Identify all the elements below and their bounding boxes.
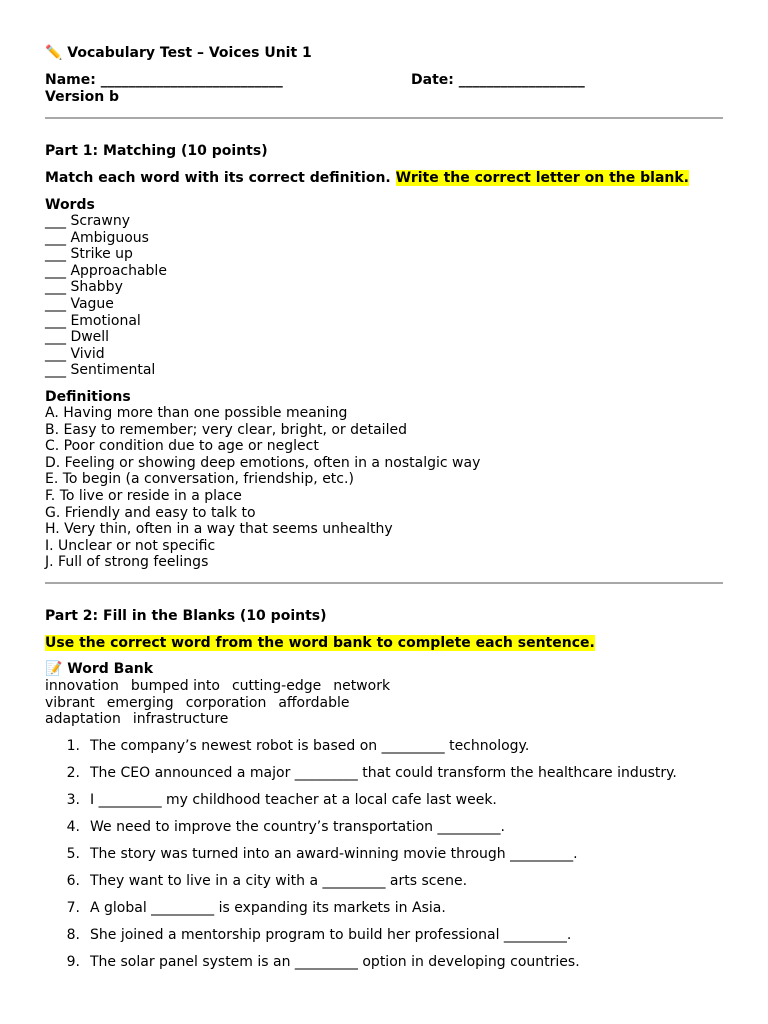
sentence-text: They want to live in a city with a _________ arts scene. [90,873,468,889]
definition-item: F. To live or reside in a place [45,487,242,504]
word-bank-row [45,711,402,728]
sentence-item [45,765,723,792]
word-item: ___ Ambiguous [45,229,149,246]
definition-item: C. Poor condition due to age or neglect [45,438,319,455]
sentence-text: We need to improve the country’s transportation _________. [90,819,505,835]
part2-instruction [45,635,595,651]
part2-instruction-highlight: Use the correct word from the word bank to complete each sentence. [45,635,595,651]
word-bank-word: corporation [185,694,267,711]
word-bank-word: affordable [278,694,350,711]
sentence-number: 3. [66,792,80,808]
definition-item: D. Feeling or showing deep emotions, often in a nostalgic way [45,454,481,471]
word-bank-word: innovation [45,678,119,694]
date-field-label: Date: __________________ [411,72,585,88]
test-title: ✏️ Vocabulary Test – Voices Unit 1 [45,45,312,61]
word-bank-word: vibrant [45,694,95,711]
definition-item: G. Friendly and easy to talk to [45,504,256,521]
part1-heading: Part 1: Matching (10 points) [45,143,268,159]
word-item: ___ Sentimental [45,362,156,379]
words-heading: Words [45,197,95,213]
sentence-text: The solar panel system is an _________ option in developing countries. [90,954,580,970]
word-bank-word: bumped into [130,678,220,694]
definition-item: J. Full of strong feelings [45,554,209,571]
sentence-number: 7. [66,900,80,916]
sentence-number: 5. [66,846,80,862]
word-item: ___ Vivid [45,345,105,362]
word-item: ___ Vague [45,295,114,312]
sentence-item [45,738,723,765]
word-item: ___ Scrawny [45,213,130,229]
definition-item: H. Very thin, often in a way that seems unhealthy [45,521,393,538]
definition-item: A. Having more than one possible meaning [45,405,348,421]
word-item: ___ Shabby [45,279,123,296]
word-bank-word: emerging [106,694,174,711]
word-item: ___ Approachable [45,262,167,279]
sentence-number: 9. [66,954,80,970]
sentence-text: The story was turned into an award-winning movie through _________. [90,846,578,862]
sentence-text: A global _________ is expanding its markets in Asia. [90,900,446,916]
part2-heading: Part 2: Fill in the Blanks (10 points) [45,608,327,624]
definition-item: B. Easy to remember; very clear, bright, or detailed [45,421,407,438]
word-bank-word: adaptation [45,711,121,728]
sentence-number: 6. [66,873,80,889]
sentence-item [45,873,723,900]
sentence-number: 2. [66,765,80,781]
sentence-item [45,927,723,954]
sentence-item [45,819,723,846]
word-item: ___ Emotional [45,312,141,329]
sentence-number: 4. [66,819,80,835]
name-field-label: Name: __________________________ [45,72,283,88]
sentence-item [45,792,723,819]
word-bank-word: infrastructure [132,711,229,728]
word-bank-row [45,678,402,695]
sentence-text: The CEO announced a major _________ that could transform the healthcare industry. [90,765,677,781]
divider-top [45,117,723,119]
definition-item: E. To begin (a conversation, friendship, etc.) [45,471,354,488]
sentence-list [45,738,723,981]
word-bank-title: 📝 Word Bank [45,661,154,677]
part1-instruction [45,170,689,186]
sentence-text: She joined a mentorship program to build her professional _________. [90,927,572,943]
part1-instruction-highlight: Write the correct letter on the blank. [395,170,690,186]
definitions-heading: Definitions [45,389,131,405]
word-bank-word: cutting-edge [231,678,322,694]
word-bank [45,678,402,728]
word-bank-row [45,695,402,712]
sentence-item [45,900,723,927]
sentence-number: 1. [66,738,80,754]
word-bank-word: network [333,678,391,694]
sentence-text: The company’s newest robot is based on _________ technology. [90,738,530,754]
sentence-item [45,954,723,981]
sentence-number: 8. [66,927,80,943]
divider-middle [45,582,723,584]
word-item: ___ Dwell [45,329,110,346]
definitions-list [45,405,480,571]
sentence-item [45,846,723,873]
words-list [45,213,167,379]
sentence-text: I _________ my childhood teacher at a local cafe last week. [90,792,497,808]
version-label: Version b [45,89,120,105]
definition-item: I. Unclear or not specific [45,537,216,554]
part1-instruction-text: Match each word with its correct definition. [45,170,391,186]
word-item: ___ Strike up [45,246,133,263]
